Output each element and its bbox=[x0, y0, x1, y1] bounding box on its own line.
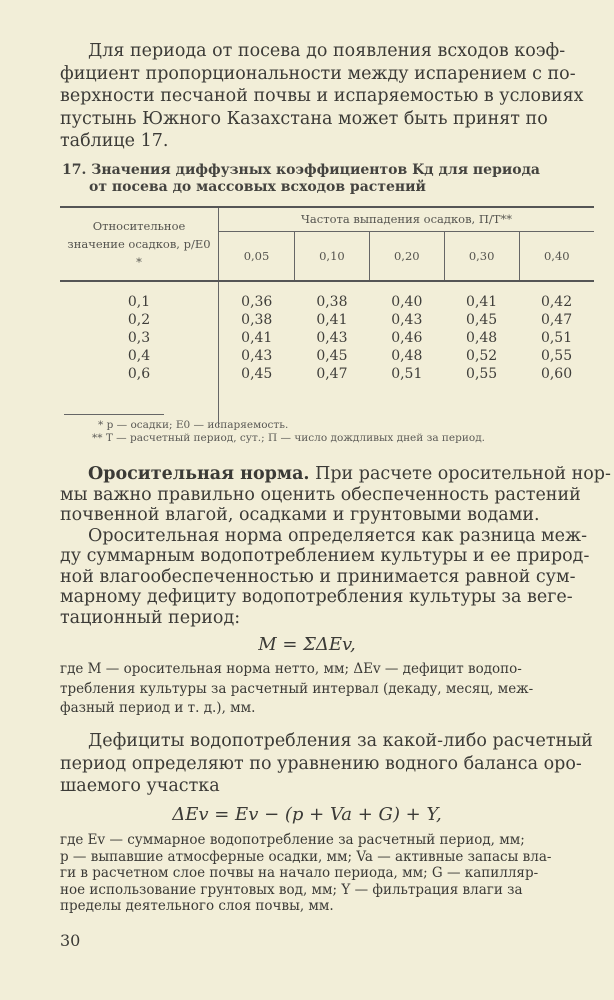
table-cell: 0,42 bbox=[540, 294, 573, 310]
table-cell: 0,38 bbox=[316, 294, 348, 310]
row-header: Относительное значение осадков, p/E0 * bbox=[60, 207, 219, 281]
text-line: мы важно правильно оценить обеспеченность растений bbox=[60, 484, 581, 505]
table-row bbox=[60, 293, 594, 311]
text-line: фициент пропорциональности между испарением с по- bbox=[60, 63, 576, 84]
text-line: почвенной влагой, осадками и грунтовыми водами. bbox=[60, 505, 540, 525]
text-line: шаемого участка bbox=[60, 776, 220, 796]
row-label: 0,3 bbox=[60, 329, 219, 347]
text-line: ной влагообеспеченностью и принимается равной сум- bbox=[60, 566, 576, 587]
footnotes bbox=[92, 419, 485, 445]
table-cell: 0,41 bbox=[466, 294, 498, 310]
text-line: марному дефициту водопотребления культуры за веге- bbox=[60, 587, 573, 607]
table-cell: 0,51 bbox=[540, 330, 573, 346]
coefficients-table bbox=[60, 206, 594, 427]
caption-line: от посева до массовых всходов растений bbox=[89, 179, 426, 195]
table-caption bbox=[62, 162, 562, 196]
row-label: 0,6 bbox=[60, 365, 219, 383]
table-cell: 0,47 bbox=[316, 366, 348, 382]
row-label: 0,2 bbox=[60, 311, 219, 329]
group-header: Частота выпадения осадков, П/T** bbox=[219, 207, 595, 231]
table-cell: 0,45 bbox=[316, 348, 348, 364]
table-row bbox=[60, 347, 594, 365]
table-row bbox=[60, 311, 594, 329]
row-label: 0,4 bbox=[60, 347, 219, 365]
column-header: 0,05 bbox=[219, 231, 295, 281]
footnote: ** T — расчетный период, сут.; П — число дождливых дней за период. bbox=[92, 432, 485, 444]
table-cell: 0,55 bbox=[540, 348, 573, 364]
intro-paragraph bbox=[60, 40, 588, 153]
text-line: пределы деятельного слоя почвы, мм. bbox=[60, 898, 334, 914]
table-row bbox=[60, 329, 594, 347]
text-line: таблице 17. bbox=[60, 131, 169, 151]
footnote-divider bbox=[64, 414, 164, 415]
section-heading: Оросительная норма. bbox=[88, 464, 310, 484]
text-line: верхности песчаной почвы и испаряемостью в условиях bbox=[60, 86, 584, 106]
text-line: пустынь Южного Казахстана может быть принят по bbox=[60, 108, 548, 129]
text-line: Дефициты водопотребления за какой-либо расчетный bbox=[88, 731, 593, 751]
row-label: 0,1 bbox=[60, 293, 219, 311]
column-header: 0,20 bbox=[369, 231, 444, 281]
table-cell: 0,38 bbox=[241, 312, 273, 328]
text-line: где Ev — суммарное водопотребление за расчетный период, мм; bbox=[60, 832, 525, 848]
caption-line: 17. Значения диффузных коэффициентов Kд для периода bbox=[62, 162, 540, 178]
text-line: где M — оросительная норма нетто, мм; ΔEv — дефицит водопо- bbox=[60, 661, 522, 677]
column-header: 0,30 bbox=[444, 231, 519, 281]
text-line: фазный период и т. д.), мм. bbox=[60, 700, 256, 716]
section-paragraph bbox=[60, 464, 611, 628]
table-cell: 0,47 bbox=[540, 312, 573, 328]
table-cell: 0,43 bbox=[241, 348, 273, 364]
text-line: ное использование грунтовых вод, мм; Y — фильтрация влаги за bbox=[60, 881, 523, 898]
text-line: p — выпавшие атмосферные осадки, мм; Va — активные запасы вла- bbox=[60, 848, 552, 865]
table-cell: 0,55 bbox=[466, 366, 498, 382]
column-header: 0,40 bbox=[543, 248, 570, 263]
text-line: тационный период: bbox=[60, 607, 241, 628]
text-line: период определяют по уравнению водного баланса оро- bbox=[60, 753, 582, 774]
table-cell: 0,60 bbox=[540, 366, 573, 382]
table-cell: 0,45 bbox=[241, 366, 273, 382]
text-line: Оросительная норма определяется как разница меж- bbox=[88, 525, 588, 546]
table-cell: 0,45 bbox=[466, 312, 498, 328]
table-cell: 0,36 bbox=[241, 294, 273, 310]
formula1-legend bbox=[60, 660, 560, 719]
text-line: Для периода от посева до появления всходов коэф- bbox=[88, 41, 566, 61]
text-line: требления культуры за расчетный интервал (декаду, месяц, меж- bbox=[60, 680, 534, 697]
table-cell: 0,51 bbox=[391, 366, 423, 382]
table-cell: 0,46 bbox=[391, 330, 423, 346]
formula-water-balance: ΔEv = Ev − (p + Va + G) + Y, bbox=[172, 804, 442, 825]
column-header: 0,10 bbox=[294, 231, 369, 281]
table-cell: 0,52 bbox=[466, 348, 498, 364]
table-cell: 0,48 bbox=[391, 348, 423, 364]
formula2-legend bbox=[60, 832, 560, 915]
page-number: 30 bbox=[60, 931, 81, 950]
table-cell: 0,40 bbox=[391, 294, 423, 310]
table-cell: 0,48 bbox=[466, 330, 498, 346]
table-cell: 0,43 bbox=[391, 312, 423, 328]
footnote: * p — осадки; E0 — испаряемость. bbox=[98, 419, 289, 431]
balance-paragraph bbox=[60, 730, 593, 798]
text-line: ду суммарным водопотреблением культуры и ее природ- bbox=[60, 546, 590, 566]
table-cell: 0,41 bbox=[316, 312, 348, 328]
table-row bbox=[60, 365, 594, 383]
formula-irrigation-norm: M = ΣΔEv, bbox=[258, 634, 356, 655]
table-cell: 0,41 bbox=[241, 330, 273, 346]
text-line: При расчете оросительной нор- bbox=[315, 464, 611, 484]
text-line: ги в расчетном слое почвы на начало периода, мм; G — капилляр- bbox=[60, 865, 539, 881]
table-cell: 0,43 bbox=[316, 330, 348, 346]
